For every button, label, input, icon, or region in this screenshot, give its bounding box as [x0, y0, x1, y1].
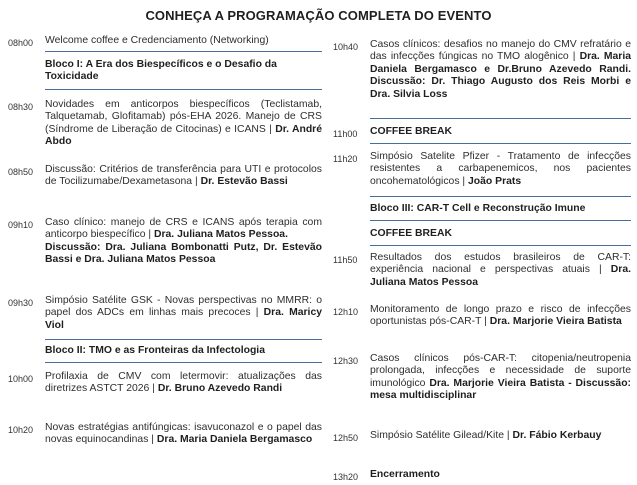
time-label: 12h50 [333, 433, 359, 443]
session-title: Profilaxia de CMV com letermovir: atualizações das diretrizes ASTCT 2026 | Dr. Bruno Azevedo Randi [45, 371, 322, 395]
speaker-name: Dra. Juliana Matos Pessoa [370, 264, 631, 288]
speaker-name: Dr. Estevão Bassi [200, 176, 288, 188]
session-title: Caso clínico: manejo de CRS e ICANS após terapia com anticorpo biespecífico | Dra. Juliana Matos Pessoa. Discussão: Dra. Juliana Bombonatti Putz, Dr. Estevão Bassi e Dra. Juliana Matos Pessoa [45, 217, 322, 266]
session-title: Discussão: Critérios de transferência para UTI e protocolos de Tocilizumabe/Dexametasona | Dr. Estevão Bassi [45, 164, 322, 188]
block-heading: Bloco I: A Era dos Biespecíficos e o Desafio da Toxicidade [45, 59, 277, 83]
time-label: 08h30 [8, 102, 34, 112]
speaker-name: Dr. Fábio Kerbauy [512, 430, 602, 441]
time-label: 10h20 [8, 425, 34, 435]
time-label: 12h10 [333, 307, 359, 317]
time-label: 08h50 [8, 167, 34, 177]
time-label: 12h30 [333, 356, 359, 366]
session-title: Resultados dos estudos brasileiros de CAR-T: experiência nacional e perspectivas atuais | Dra. Juliana Matos Pessoa [370, 252, 631, 288]
divider [45, 339, 322, 340]
speaker-name: Dra. Maricy Viol [45, 307, 322, 331]
speaker-name: Dra. Maria Daniela Bergamasco e Dr.Bruno Azevedo Randi. Discussão: Dr. Thiago Augusto dos Reis Morbi e Dra. Silvia Loss [370, 51, 632, 100]
speaker-name: Dr. André Abdo [45, 123, 322, 148]
discussion-panel: Discussão: Dra. Juliana Bombonatti Putz, Dr. Estevão Bassi e Dra. Juliana Matos Pessoa [45, 241, 322, 266]
time-label: 11h00 [333, 129, 358, 139]
session-title: Simpósio Satélite GSK - Novas perspectivas no MMRR: o papel dos ADCs em linhas mais precoces | Dra. Maricy Viol [45, 295, 322, 331]
time-label: 09h30 [8, 298, 34, 308]
time-label: 08h00 [8, 38, 34, 48]
session-title: Welcome coffee e Credenciamento (Networking) [45, 35, 269, 46]
time-label: 09h10 [8, 220, 34, 230]
divider [370, 143, 631, 144]
coffee-break-label: COFFEE BREAK [370, 228, 452, 239]
divider [370, 118, 631, 119]
session-title: Novas estratégias antifúngicas: isavuconazol e o papel das novas equinocandinas | Dra. Maria Daniela Bergamasco [45, 422, 322, 446]
divider [370, 245, 631, 246]
closing-label: Encerramento [370, 469, 440, 480]
speaker-name: Dra. Marjorie Vieira Batista - Discussão: mesa multidisciplinar [370, 377, 631, 402]
speaker-name: João Prats [468, 175, 522, 187]
speaker-name: Dra. Marjorie Vieira Batista [489, 316, 622, 328]
speaker-name: Dra. Maria Daniela Bergamasco [156, 434, 313, 446]
divider [45, 51, 322, 52]
time-label: 10h00 [8, 374, 34, 384]
time-label: 10h40 [333, 42, 359, 52]
session-title: Casos clínicos: desafios no manejo do CMV refratário e das infecções fúngicas no TMO alogênico | Dra. Maria Daniela Bergamasco e Dr.Bruno Azevedo Randi. Discussão: Dr. Thiago Augusto dos Reis Morbi e Dra. Silvia Loss [370, 39, 632, 100]
divider [370, 196, 631, 197]
time-label: 13h20 [333, 472, 359, 482]
divider [370, 220, 631, 221]
schedule-column-right [333, 31, 631, 481]
divider [45, 362, 322, 363]
schedule-column-left [8, 31, 322, 481]
session-title: Novidades em anticorpos biespecíficos (Teclistamab, Talquetamab, Glofitamab) pós-EHA 2026. Manejo de CRS (Síndrome de Liberação de Citocinas) e ICANS | Dr. André Abdo [45, 99, 322, 148]
session-title: Simpósio Satélite Gilead/Kite | Dr. Fábio Kerbauy [370, 430, 602, 441]
divider [45, 89, 322, 90]
session-title: Casos clínicos pós-CAR-T: citopenia/neutropenia prolongada, infecções e necessidade de suporte imunológico Dra. Marjorie Vieira Batista - Discussão: mesa multidisciplinar [370, 353, 631, 402]
block-heading: Bloco III: CAR-T Cell e Reconstrução Imune [370, 203, 586, 214]
coffee-break-label: COFFEE BREAK [370, 126, 452, 137]
page-title: CONHEÇA A PROGRAMAÇÃO COMPLETA DO EVENTO [145, 8, 492, 23]
block-heading: Bloco II: TMO e as Fronteiras da Infectologia [45, 345, 265, 356]
speaker-name: Dra. Juliana Matos Pessoa. [153, 229, 288, 241]
session-title: Monitoramento de longo prazo e risco de infecções oportunistas pós-CAR-T | Dra. Marjorie Vieira Batista [370, 304, 631, 328]
time-label: 11h50 [333, 255, 358, 265]
time-label: 11h20 [333, 154, 358, 164]
session-title: Simpósio Satelite Pfizer - Tratamento de infecções resistentes a carbapenemicos, nos pacientes oncohematológicos | João Prats [370, 151, 631, 187]
speaker-name: Dr. Bruno Azevedo Randi [157, 383, 283, 395]
